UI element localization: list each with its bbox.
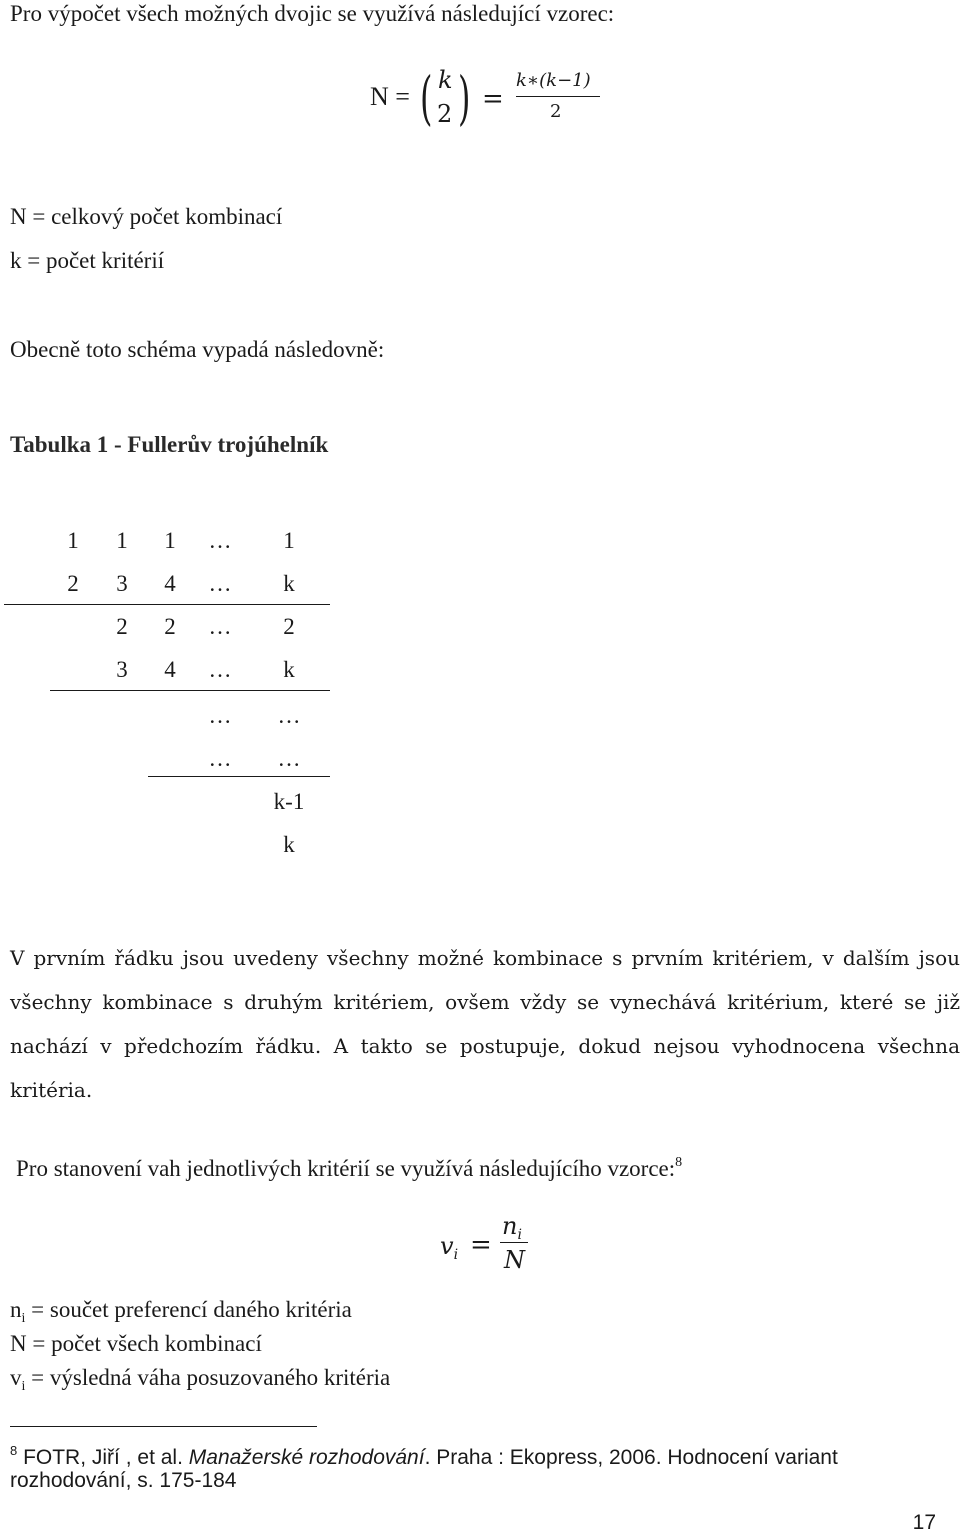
definition-k: k = počet kritérií xyxy=(10,248,165,273)
def-symbol: N xyxy=(10,1331,27,1356)
formula-lhs: N = xyxy=(370,82,410,111)
triangle-cell: … xyxy=(208,571,232,596)
triangle-cell: 3 xyxy=(116,657,128,682)
footnote-reference: 8 xyxy=(675,1155,683,1170)
triangle-cell: 2 xyxy=(283,614,295,639)
triangle-cell: 3 xyxy=(116,571,128,596)
def-text: = součet preferencí daného kritéria xyxy=(25,1297,352,1322)
triangle-divider xyxy=(148,776,330,777)
triangle-cell: 2 xyxy=(164,614,176,639)
triangle-cell: 1 xyxy=(164,528,176,553)
def-symbol-sub: i xyxy=(21,1311,26,1326)
definition-n: N = celkový počet kombinací xyxy=(10,204,283,229)
def-symbol: v xyxy=(10,1365,22,1390)
weight-numerator xyxy=(502,1212,522,1243)
definition-vi xyxy=(10,1364,390,1401)
explanation-paragraph: V prvním řádku jsou uvedeny všechny možné kombinace s prvním kritériem, v dalším jsou všechny kombinace s druhým kritériem, ovšem vždy se vynechává kritérium, které se již nachází v předchozím řádku. A takto se postupuje, dokud nejsou vyhodnocena všechna kritéria. xyxy=(10,946,960,1102)
table-caption: Tabulka 1 - Fullerův trojúhelník xyxy=(10,432,329,457)
weight-eq: = xyxy=(470,1230,492,1260)
scheme-intro: Obecně toto schéma vypadá následovně: xyxy=(10,337,385,362)
def-symbol: n xyxy=(10,1297,22,1322)
right-paren: ) xyxy=(458,64,471,132)
weights-intro-text: Pro stanovení vah jednotlivých kritérií se využívá následujícího vzorce: xyxy=(16,1156,676,1181)
weight-numerator-base: n xyxy=(502,1212,518,1240)
page-number: 17 xyxy=(912,1511,936,1534)
footnote-authors: FOTR, Jiří , et al. xyxy=(17,1446,189,1469)
triangle-cell: 4 xyxy=(164,657,176,682)
footnote-mark: 8 xyxy=(10,1443,18,1458)
left-paren: ( xyxy=(420,64,433,132)
triangle-cell: 1 xyxy=(67,528,79,553)
triangle-cell: … xyxy=(208,657,232,682)
triangle-divider xyxy=(4,604,330,605)
triangle-cell: 4 xyxy=(164,571,176,596)
definition-N xyxy=(10,1330,262,1367)
footnote-title: Manažerské rozhodování xyxy=(188,1446,425,1469)
triangle-cell: … xyxy=(208,746,232,771)
triangle-cell: k xyxy=(283,571,295,596)
triangle-cell: … xyxy=(208,703,232,728)
triangle-cell: … xyxy=(277,703,301,728)
triangle-cell: 1 xyxy=(283,528,295,553)
triangle-divider xyxy=(50,690,330,691)
fraction-numerator: k∗(k−1) xyxy=(516,70,591,91)
weight-numerator-sub: i xyxy=(517,1227,522,1243)
weights-intro xyxy=(16,1149,682,1183)
def-text: = výsledná váha posuzovaného kritéria xyxy=(25,1365,391,1390)
triangle-cell: k xyxy=(283,832,295,857)
intro-text: Pro výpočet všech možných dvojic se využívá následující vzorec: xyxy=(10,1,615,26)
weight-lhs-base: v xyxy=(440,1232,454,1260)
weight-lhs-sub: i xyxy=(453,1247,459,1263)
weight-fraction-bar xyxy=(500,1242,528,1243)
footnote-line2: rozhodování, s. 175-184 xyxy=(10,1469,237,1492)
triangle-cell: k-1 xyxy=(273,789,305,814)
triangle-cell: … xyxy=(208,614,232,639)
binom-top: k xyxy=(438,66,453,94)
footnote-separator xyxy=(10,1426,317,1427)
def-text: = počet všech kombinací xyxy=(26,1331,262,1356)
weight-denominator: N xyxy=(504,1246,525,1274)
binom-bottom: 2 xyxy=(437,100,453,128)
definition-ni xyxy=(10,1296,352,1333)
triangle-cell: 2 xyxy=(116,614,128,639)
triangle-cell: … xyxy=(277,746,301,771)
triangle-cell: k xyxy=(283,657,295,682)
def-symbol-sub: i xyxy=(21,1379,26,1394)
triangle-cell: … xyxy=(208,528,232,553)
weight-lhs xyxy=(440,1232,458,1263)
triangle-cell: 1 xyxy=(116,528,128,553)
triangle-cell: 2 xyxy=(67,571,79,596)
footnote-rest: . Praha : Ekopress, 2006. Hodnocení variant xyxy=(424,1446,838,1469)
fraction-denominator: 2 xyxy=(550,101,562,122)
formula-eq: = xyxy=(482,84,504,114)
